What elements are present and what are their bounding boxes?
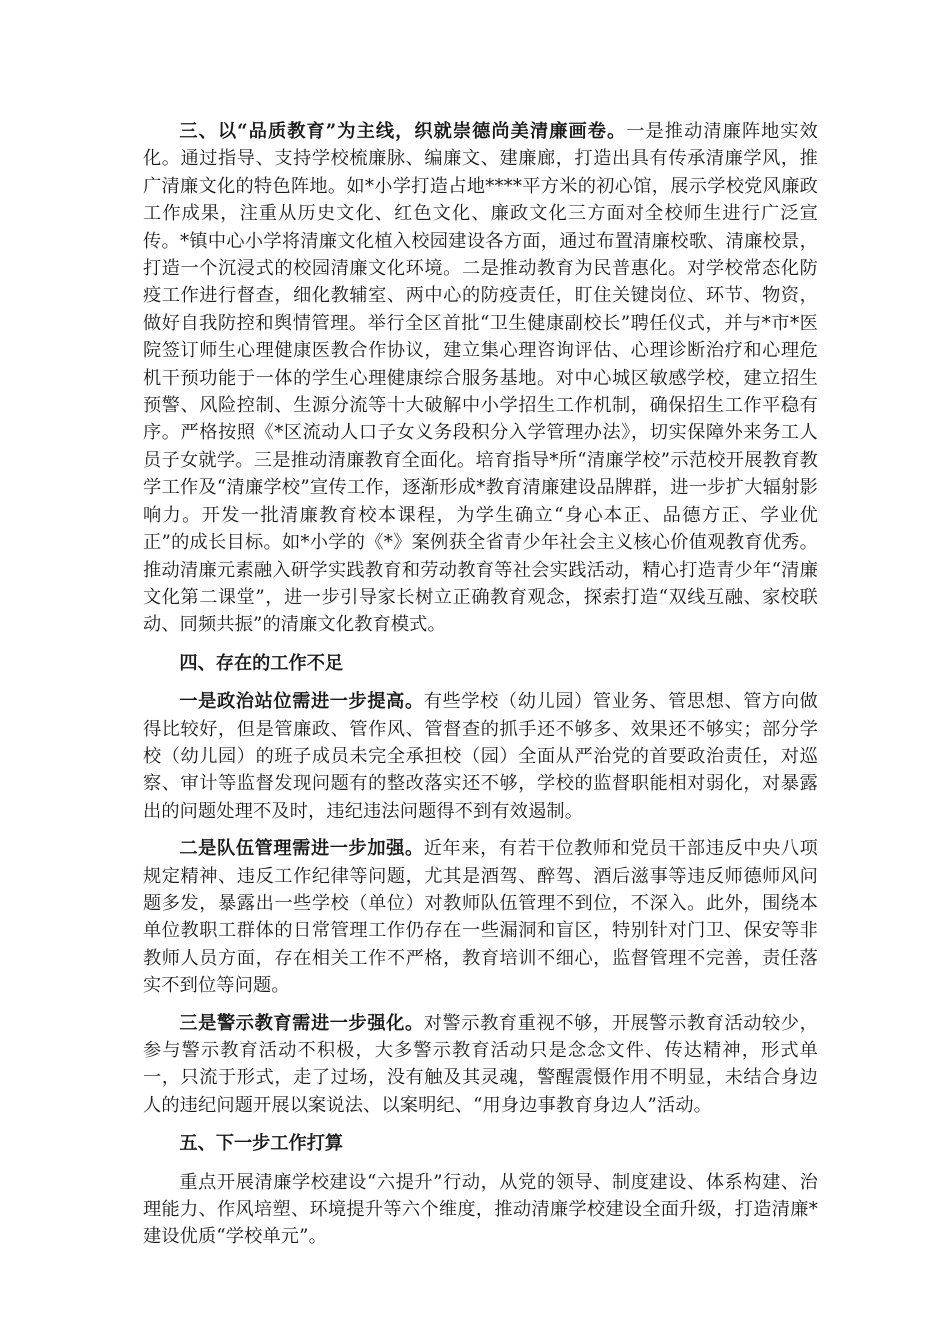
section4-item-2 bbox=[143, 835, 818, 999]
section4-item-3-body: 对警示教育重视不够，开展警示教育活动较少，参与警示教育活动不积极，大多警示教育活动只是念念文件、传达精神，形式单一，只流于形式，走了过场，没有触及其灵魂，警醒震慑作用不明显，未结合身边人的违纪问题开展以案说法、以案明纪、“用身边事教育身边人”活动。 bbox=[143, 1012, 819, 1116]
document-page bbox=[143, 118, 818, 1251]
section4-item-1 bbox=[143, 688, 818, 825]
section5-paragraph: 重点开展清廉学校建设“六提升”行动，从党的领导、制度建设、体系构建、治理能力、作风培塑、环境提升等六个维度，推动清廉学校建设全面升级，打造清廉*建设优质“学校单元”。 bbox=[143, 1171, 818, 1248]
section4-item-3-lead: 三是警示教育需进一步强化。 bbox=[179, 1012, 424, 1034]
section5-heading: 五、下一步工作打算 bbox=[179, 1133, 344, 1155]
section4-item-1-lead: 一是政治站位需进一步提高。 bbox=[179, 691, 424, 713]
section4-item-2-lead: 二是队伍管理需进一步加强。 bbox=[179, 838, 424, 860]
section3-body: 一是推动清廉阵地实效化。通过指导、支持学校梳廉脉、编廉文、建廉廊，打造出具有传承清廉学风，推广清廉文化的特色阵地。如*小学打造占地****平方米的初心馆，展示学校党风廉政工作成果，注重从历史文化、红色文化、廉政文化三方面对全校师生进行广泛宣传。*镇中心小学将清廉文化植入校园建设各方面，通过布置清廉校歌、清廉校景，打造一个沉浸式的校园清廉文化环境。二是推动教育为民普惠化。对学校常态化防疫工作进行督查，细化教辅室、两中心的防疫责任，盯住关键岗位、环节、物资，做好自我防控和舆情管理。举行全区首批“卫生健康副校长”聘任仪式，并与*市*医院签订师生心理健康医教合作协议，建立集心理咨询评估、心理诊断治疗和心理危机干预功能于一体的学生心理健康综合服务基地。对中心城区敏感学校，建立招生预警、风险控制、生源分流等十大破解中小学招生工作机制，确保招生工作平稳有序。严格按照《*区流动人口子女义务段积分入学管理办法》，切实保障外来务工人员子女就学。三是推动清廉教育全面化。培育指导*所“清廉学校”示范校开展教育教学工作及“清廉学校”宣传工作，逐渐形成*教育清廉建设品牌群，进一步扩大辐射影响力。开发一批清廉教育校本课程，为学生确立“身心本正、品德方正、学业优正”的成长目标。如*小学的《*》案例获全省青少年社会主义核心价值观教育优秀。推动清廉元素融入研学实践教育和劳动教育等社会实践活动，精心打造青少年“清廉文化第二课堂”，进一步引导家长树立正确教育观念，探索打造“双线互融、家校联动、同频共振”的清廉文化教育模式。 bbox=[143, 121, 818, 636]
section3-lead: 三、以“品质教育”为主线，织就崇德尚美清廉画卷。 bbox=[179, 121, 627, 142]
section4-heading: 四、存在的工作不足 bbox=[179, 652, 344, 674]
section4-item-1-body: 有些学校（幼儿园）管业务、管思想、管方向做得比较好，但是管廉政、管作风、管督查的抓手还不够多、效果还不够实；部分学校（幼儿园）的班子成员未完全承担校（园）全面从严治党的首要政治责任，对巡察、审计等监督发现问题有的整改落实还不够，学校的监督职能相对弱化，对暴露出的问题处理不及时，违纪违法问题得不到有效遏制。 bbox=[143, 691, 819, 822]
section4-item-3 bbox=[143, 1010, 818, 1120]
section3-paragraph bbox=[143, 118, 818, 639]
section4-item-2-body: 近年来，有若干位教师和党员干部违反中央八项规定精神、违反工作纪律等问题，尤其是酒驾、醉驾、酒后滋事等违反师德师风问题多发，暴露出一些学校（单位）对教师队伍管理不到位，不深入。此外，围绕本单位教职工群体的日常管理工作仍存在一些漏洞和盲区，特别针对门卫、保安等非教师人员方面，存在相关工作不严格，教育培训不细心，监督管理不完善，责任落实不到位等问题。 bbox=[143, 838, 819, 997]
